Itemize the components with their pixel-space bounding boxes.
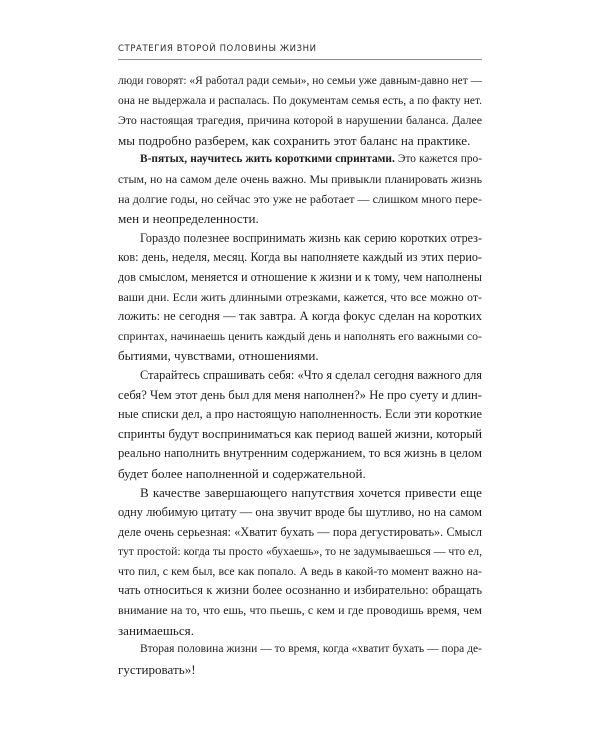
text-line: одну любимую цитату — она звучит вроде бы шутливо, но на самом [118, 505, 482, 520]
text-line: ваши дни. Если жить длинными отрезками, кажется, что все можно от- [118, 289, 482, 304]
text-line: спринтах, начинаешь ценить каждый день и наполнять его важными со- [118, 328, 482, 343]
text-line: ков: день, неделя, месяц. Когда вы наполняете каждый из этих перио- [118, 250, 482, 265]
text-line: В качестве завершающего напутствия хочется привести еще [140, 485, 482, 501]
paragraph-1 [118, 72, 482, 150]
text-line: внимание на то, что ешь, что пьешь, с кем и где проводишь время, чем [118, 603, 482, 618]
body-text [118, 72, 482, 679]
text-span: Это кажется про- [394, 153, 482, 166]
text-line: реально наполнить внутренним содержанием, то вся жизнь в целом [118, 446, 482, 461]
text-line: чать относиться к жизни более осознанно и избирательно: обращать [118, 583, 482, 598]
text-line: ные списки дел, а про настоящую наполненность. Если эти короткие [118, 407, 482, 422]
text-line: она не выдержала и распалась. По документам семья есть, а по факту нет. [118, 94, 482, 107]
text-line: Это настоящая трагедия, причина которой в нарушении баланса. Далее [118, 113, 482, 128]
text-line: Старайтесь спрашивать себя: «Что я сделал сегодня важного для [140, 367, 482, 382]
text-line: себя? Чем этот день был для меня наполнен?» Не про суету и длин- [118, 387, 482, 402]
text-line: занимаешься. [118, 622, 194, 638]
paragraph-5 [118, 483, 482, 640]
header-divider [118, 59, 482, 60]
text-line: будет более наполненной и содержательной. [118, 465, 366, 481]
text-line: ложить: не сегодня — так завтра. А когда фокус сделан на коротких [118, 309, 482, 324]
paragraph-4 [118, 366, 482, 484]
text-line: Вторая половина жизни — то время, когда «хватит бухать — пора де- [140, 643, 482, 656]
text-line: деле очень серьезная: «Хватит бухать — пора дегустировать». Смысл [118, 524, 482, 539]
paragraph-3 [118, 229, 482, 366]
text-line: на долгие годы, но сейчас это уже не работает — слишком много пере- [118, 191, 482, 206]
text-line: тут простой: когда ты просто «бухаешь», то не задумываешься — что ел, [118, 545, 482, 559]
text-line: люди говорят: «Я работал ради семьи», но семьи уже давным-давно нет — [118, 75, 482, 87]
text-line: стым, но на самом деле очень важно. Мы привыкли планировать жизнь [118, 171, 482, 186]
bold-lead: В-пятых, научитесь жить короткими спринтами. [140, 153, 395, 166]
text-line [118, 150, 482, 170]
running-head: СТРАТЕГИЯ ВТОРОЙ ПОЛОВИНЫ ЖИЗНИ [118, 44, 317, 54]
paragraph-2 [118, 150, 482, 228]
text-line: густировать»! [118, 661, 196, 677]
text-line: спринты будут восприниматься как период вашей жизни, который [118, 426, 482, 441]
text-line: дов смыслом, меняется и отношение к жизни и к тому, чем наполнены [118, 269, 482, 284]
text-line: что пил, с кем был, все как попало. А ведь в какой-то момент важно на- [118, 563, 482, 578]
text-line: мен и неопределенности. [118, 211, 259, 227]
text-line: мы подробно разберем, как сохранить этот баланс на практике. [118, 132, 471, 148]
text-line: бытиями, чувствами, отношениями. [118, 348, 319, 364]
paragraph-6 [118, 640, 482, 679]
text-line: Гораздо полезнее воспринимать жизнь как серию коротких отрез- [140, 230, 482, 245]
